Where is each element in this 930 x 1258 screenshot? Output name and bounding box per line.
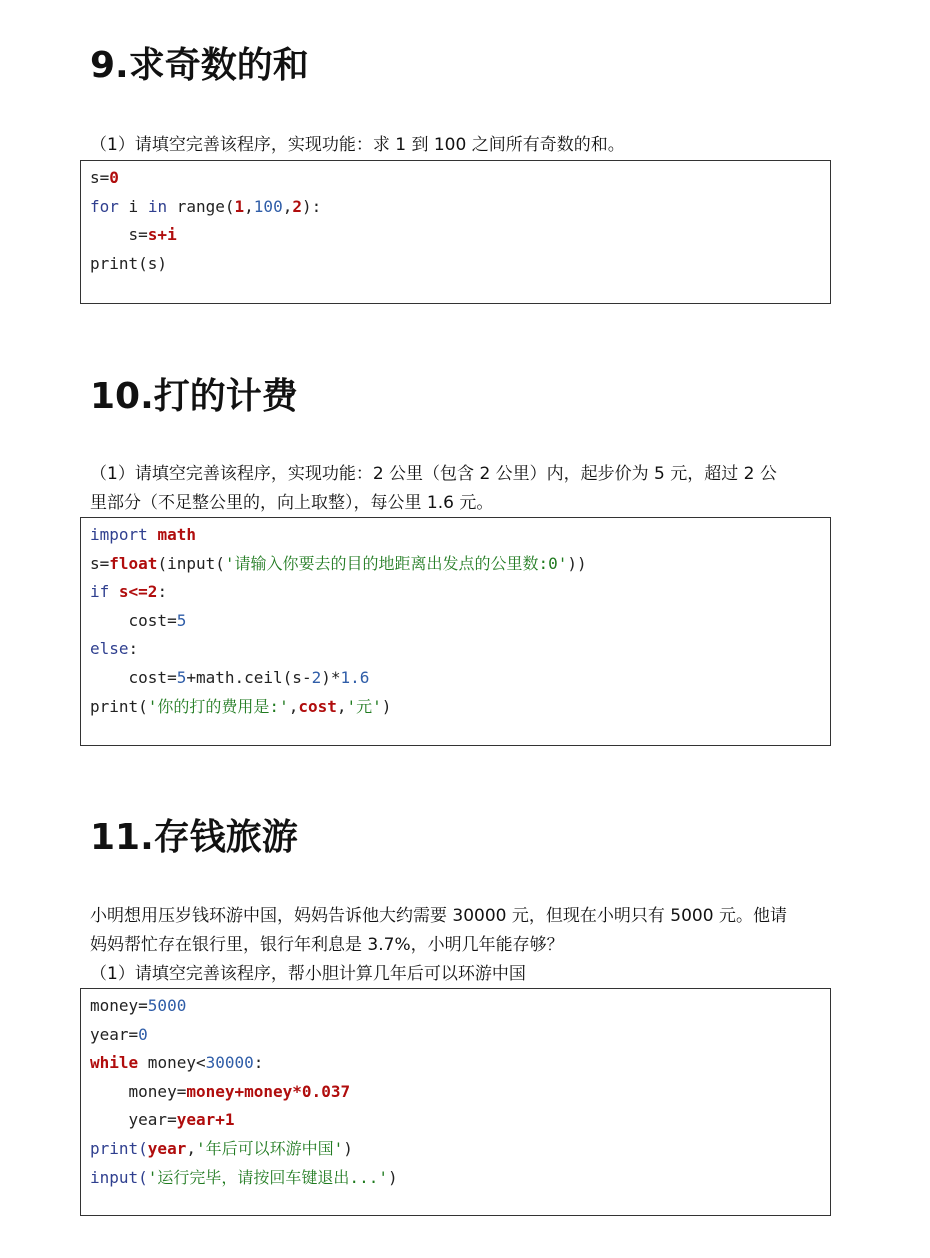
code-token: cost: [298, 696, 337, 716]
code-token: 5: [176, 610, 187, 630]
code-line: [90, 1021, 830, 1050]
code-token: for: [90, 196, 119, 216]
code-line: [90, 635, 830, 664]
code-token: (input(: [157, 553, 225, 573]
code-line: [90, 578, 830, 607]
code-token: s=: [90, 553, 110, 573]
code-token: s=: [90, 225, 148, 245]
paragraph-line: （1）请填空完善该程序，实现功能：求 1 到 100 之间所有奇数的和。: [90, 135, 625, 155]
paragraph-line: 里部分（不足整公里的，向上取整），每公里 1.6 元。: [90, 493, 494, 513]
code-token: year: [147, 1138, 187, 1158]
code-line: [90, 221, 830, 250]
code-token: money+money*0.037: [186, 1081, 351, 1101]
code-block-odd-sum: [80, 160, 831, 304]
code-line: [90, 1049, 830, 1078]
code-token: else: [90, 639, 129, 659]
code-token: [148, 525, 158, 544]
code-token: 0: [138, 1024, 148, 1044]
code-token: in: [147, 196, 168, 216]
code-token: :: [128, 639, 139, 659]
code-token: '你的打的费用是:': [147, 696, 289, 716]
code-token: ): [343, 1138, 353, 1158]
code-token: print(: [90, 696, 148, 716]
paragraph-line: 小明想用压岁钱环游中国，妈妈告诉他大约需要 30000 元，但现在小明只有 5000 元。他请: [90, 906, 787, 926]
code-token: '元': [346, 696, 382, 716]
code-token: [109, 582, 119, 601]
code-line: [90, 521, 830, 550]
code-token: if: [90, 582, 110, 602]
code-token: import: [90, 525, 148, 544]
code-token: math: [157, 525, 196, 544]
code-line: [90, 1078, 830, 1107]
paragraph-line: 妈妈帮忙存在银行里，银行年利息是 3.7%，小明几年能存够？: [90, 935, 564, 955]
code-token: money<: [138, 1053, 206, 1073]
section-10-title: 10.打的计费: [90, 376, 298, 417]
code-token: money=: [90, 1081, 187, 1101]
code-token: 5: [176, 667, 187, 687]
section-11-description: [90, 902, 850, 989]
section-10-description: [90, 460, 850, 518]
paragraph-line: （1）请填空完善该程序，帮小胆计算几年后可以环游中国: [90, 964, 526, 984]
code-token: 2: [311, 667, 322, 687]
code-token: 1: [234, 196, 245, 216]
code-line: [90, 992, 830, 1021]
code-line: [90, 250, 830, 279]
code-token: 30000: [205, 1053, 254, 1073]
code-token: ,: [244, 196, 254, 216]
code-token: year+1: [176, 1110, 235, 1130]
code-line: [90, 550, 830, 579]
code-token: ):: [301, 196, 322, 216]
code-token: 0: [109, 168, 119, 187]
code-token: ,: [336, 696, 347, 716]
section-9-title: 9.求奇数的和: [90, 45, 309, 86]
code-line: [90, 193, 830, 222]
code-token: s+i: [147, 225, 177, 245]
code-token: )): [567, 553, 587, 573]
code-block-taxi-fee: [80, 517, 831, 746]
code-token: print(s): [90, 253, 168, 273]
code-token: ,: [288, 696, 299, 716]
code-token: '年后可以环游中国': [195, 1138, 344, 1158]
code-token: 5000: [147, 996, 187, 1015]
code-line: [90, 693, 830, 722]
code-token: input(: [90, 1167, 148, 1187]
section-11-title: 11.存钱旅游: [90, 817, 298, 858]
code-token: +math.ceil(s-: [186, 667, 312, 687]
code-token: ): [381, 696, 392, 716]
code-token: money=: [90, 996, 148, 1015]
code-token: ,: [282, 196, 293, 216]
code-token: 2: [292, 196, 302, 216]
code-token: )*: [321, 667, 341, 687]
code-token: 1.6: [340, 667, 370, 687]
code-token: '运行完毕，请按回车键退出...': [147, 1167, 388, 1187]
code-line: [90, 664, 830, 693]
code-line: [90, 1106, 830, 1135]
code-token: float: [109, 553, 158, 573]
code-line: [90, 1164, 830, 1193]
code-token: cost=: [90, 667, 177, 687]
code-token: cost=: [90, 610, 177, 630]
code-token: year=: [90, 1024, 139, 1044]
code-token: print(: [90, 1138, 148, 1158]
code-token: :: [157, 582, 168, 602]
code-token: :: [253, 1053, 264, 1073]
code-line: [90, 607, 830, 636]
code-line: [90, 1135, 830, 1164]
code-token: s<=2: [118, 582, 158, 602]
paragraph-line: （1）请填空完善该程序，实现功能：2 公里（包含 2 公里）内，起步价为 5 元，超过 2 公: [90, 464, 777, 484]
section-9-description: [90, 131, 850, 160]
code-token: ): [387, 1167, 398, 1187]
code-token: year=: [90, 1110, 177, 1130]
code-token: ,: [186, 1138, 196, 1158]
code-line: [90, 164, 830, 193]
code-token: '请输入你要去的目的地距离出发点的公里数:0': [224, 553, 568, 573]
code-token: 100: [253, 196, 283, 216]
code-token: range(: [167, 196, 235, 216]
code-token: while: [90, 1053, 139, 1073]
code-token: s=: [90, 168, 110, 187]
code-token: i: [118, 196, 148, 216]
code-block-savings-travel: [80, 988, 831, 1216]
